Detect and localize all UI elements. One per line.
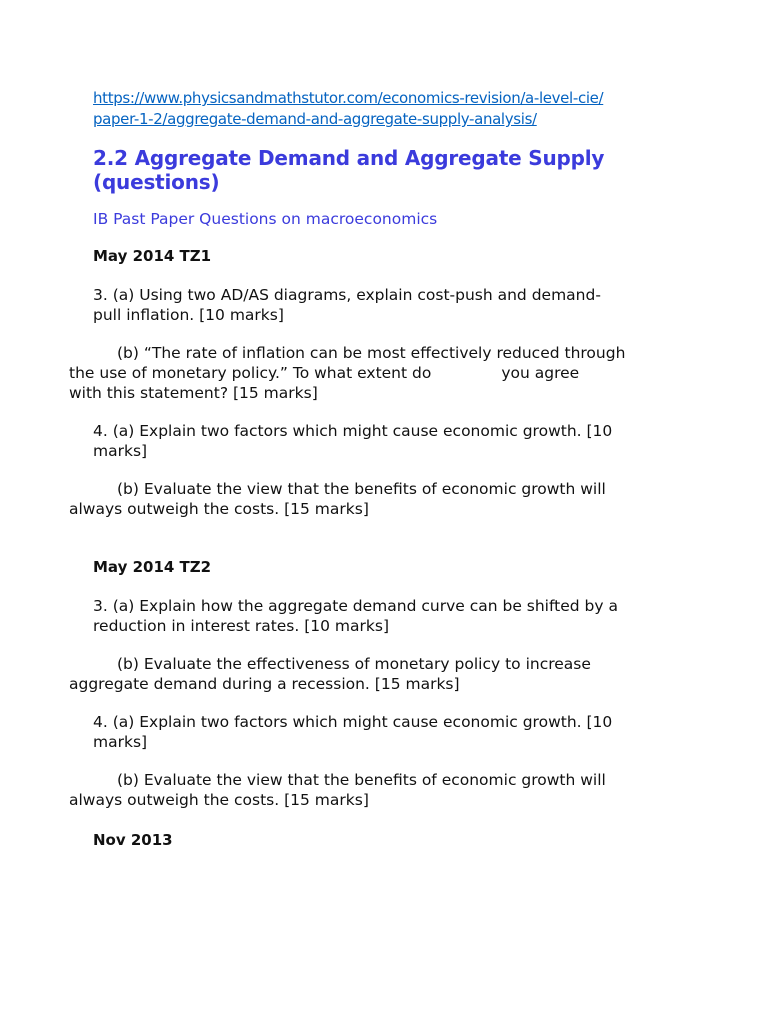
page-subtitle: IB Past Paper Questions on macroeconomics	[93, 210, 438, 228]
question-4a-line-1: 4. (a) Explain two factors which might cause economic growth. [10	[93, 713, 613, 731]
source-link[interactable]	[93, 88, 683, 130]
question-3b-line-2: aggregate demand during a recession. [15 marks]	[69, 675, 460, 693]
question-3a	[93, 285, 683, 325]
question-3b-line-2a: the use of monetary policy.” To what extent do	[69, 364, 432, 382]
question-4a-line-1: 4. (a) Explain two factors which might cause economic growth. [10	[93, 422, 613, 440]
page-title-line-1: 2.2 Aggregate Demand and Aggregate Supply	[93, 146, 605, 170]
source-link-line-2[interactable]: paper-1-2/aggregate-demand-and-aggregate-supply-analysis/	[93, 110, 537, 128]
section-heading-nov-2013: Nov 2013	[93, 831, 173, 849]
page-title	[93, 146, 683, 194]
question-4b-line-2: always outweigh the costs. [15 marks]	[69, 500, 369, 518]
question-4b-line-2: always outweigh the costs. [15 marks]	[69, 791, 369, 809]
question-4a-line-2: marks]	[93, 733, 148, 751]
question-4a-line-2: marks]	[93, 442, 148, 460]
question-3b-line-3: with this statement? [15 marks]	[69, 384, 318, 402]
document-page	[69, 88, 683, 850]
source-link-line-1[interactable]: https://www.physicsandmathstutor.com/economics-revision/a-level-cie/	[93, 89, 604, 107]
section-heading-may-2014-tz2: May 2014 TZ2	[93, 558, 212, 576]
question-3b-line-2	[69, 363, 579, 383]
question-3b	[69, 343, 683, 403]
question-4a	[93, 421, 683, 461]
question-3b-line-1: (b) Evaluate the effectiveness of monetary policy to increase	[117, 655, 591, 673]
question-3a	[93, 596, 683, 636]
question-3a-line-2: pull inflation. [10 marks]	[93, 306, 284, 324]
question-4a	[93, 712, 683, 752]
page-title-line-2: (questions)	[93, 170, 220, 194]
question-3b	[69, 654, 683, 694]
question-3a-line-1: 3. (a) Using two AD/AS diagrams, explain cost-push and demand-	[93, 286, 601, 304]
question-4b-line-1: (b) Evaluate the view that the benefits of economic growth will	[117, 771, 606, 789]
question-4b-line-1: (b) Evaluate the view that the benefits of economic growth will	[117, 480, 606, 498]
question-3a-line-2: reduction in interest rates. [10 marks]	[93, 617, 389, 635]
question-3b-line-2b: you agree	[501, 364, 580, 382]
question-3b-line-1: (b) “The rate of inflation can be most effectively reduced through	[117, 344, 626, 362]
question-3a-line-1: 3. (a) Explain how the aggregate demand curve can be shifted by a	[93, 597, 618, 615]
section-heading-may-2014-tz1: May 2014 TZ1	[93, 247, 212, 265]
question-4b	[69, 770, 683, 810]
question-4b	[69, 479, 683, 519]
